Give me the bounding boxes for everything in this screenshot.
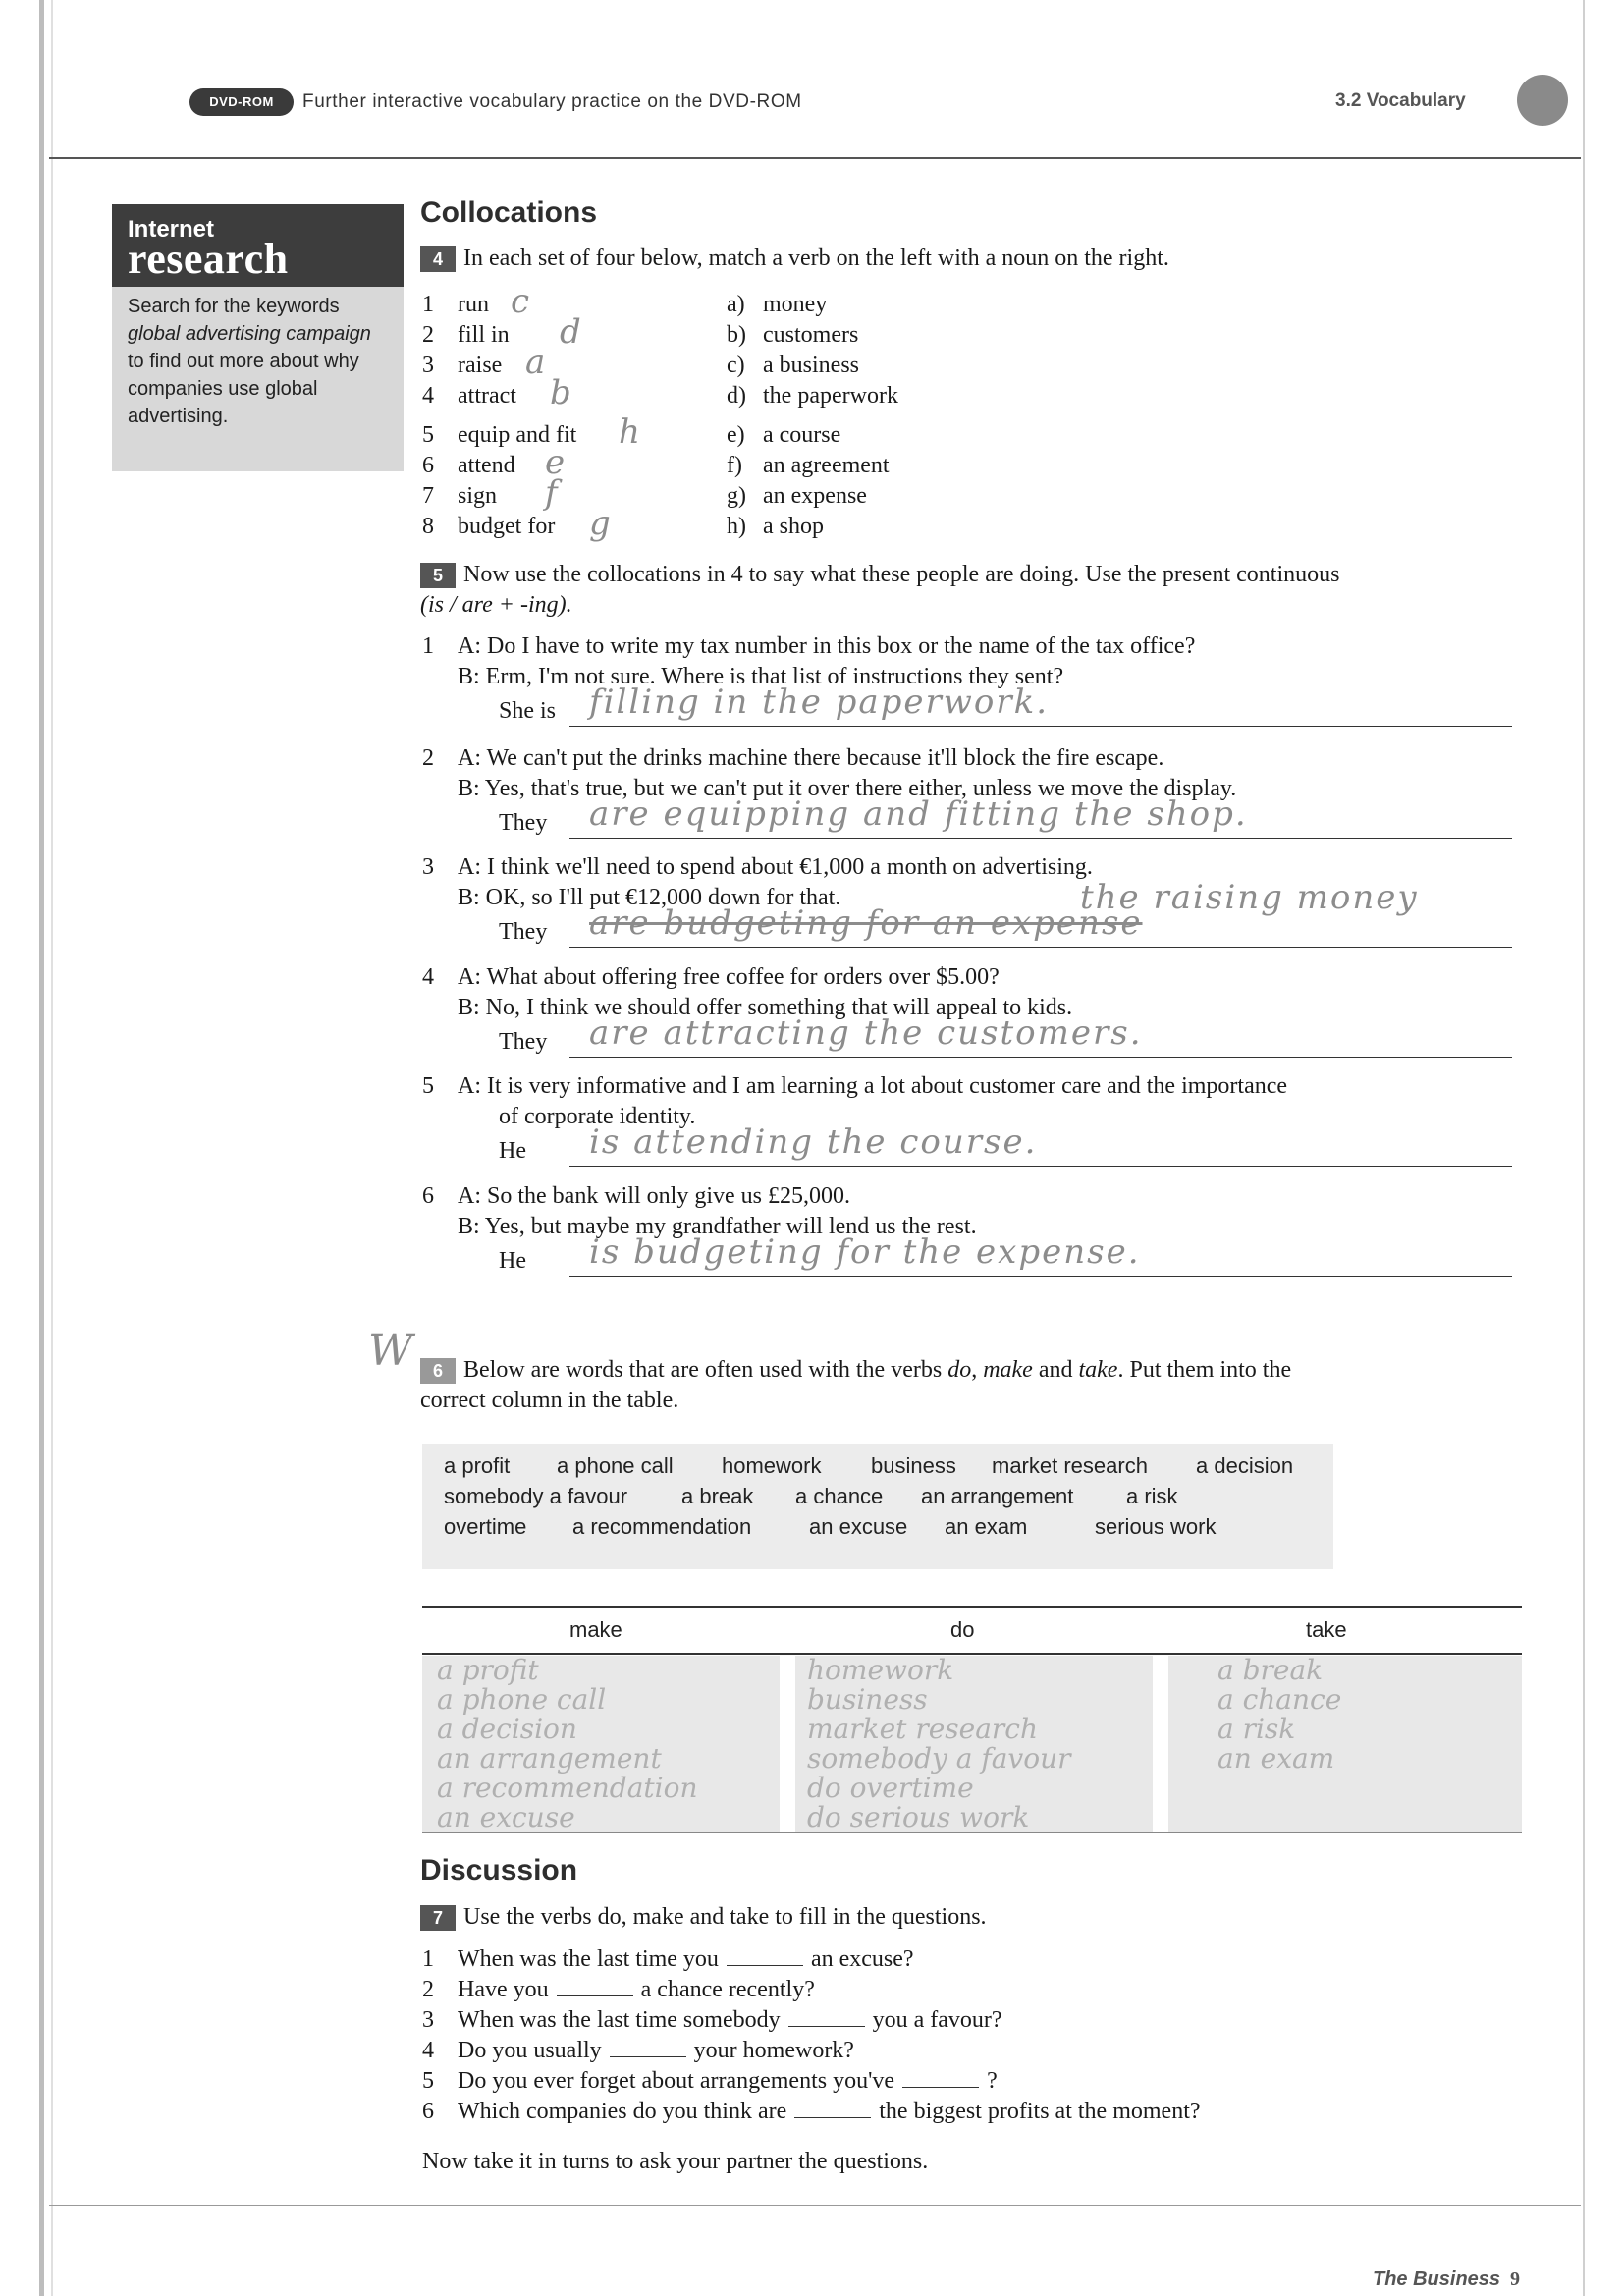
internet-research-title-1: Internet: [128, 216, 215, 243]
handwritten-table-entry: do serious work: [807, 1801, 1030, 1833]
verb-number: 1: [422, 292, 434, 317]
noun-item: an expense: [763, 483, 867, 509]
ex5-number: 5: [420, 563, 456, 588]
verb-item: fill in: [458, 322, 510, 348]
word-chip: a recommendation: [572, 1514, 752, 1539]
handwritten-match-answer: c: [511, 282, 530, 321]
ir-text-after: to find out more about why companies use global advertising.: [128, 351, 359, 427]
ir-text-before: Search for the keywords: [128, 296, 340, 317]
question-text: [458, 2036, 854, 2066]
verb-item: raise: [458, 353, 503, 378]
handwritten-table-entry: an arrangement: [437, 1742, 662, 1775]
word-chip: an excuse: [809, 1514, 908, 1539]
noun-item: the paperwork: [763, 383, 898, 409]
question-text: [458, 1975, 815, 2005]
handwritten-table-entry: a decision: [437, 1713, 577, 1745]
scan-edge-left-inner: [51, 0, 53, 2296]
ex6-sep1: ,: [971, 1357, 984, 1383]
answer-blank: [557, 1976, 633, 1996]
internet-research-title-2: research: [128, 235, 289, 283]
noun-letter: a): [727, 292, 745, 317]
verb-item: attend: [458, 453, 515, 478]
question-pre: When was the last time you: [458, 1946, 719, 1972]
question-pre: Do you ever forget about arrangements you've: [458, 2068, 895, 2094]
noun-item: a course: [763, 422, 841, 448]
noun-letter: c): [727, 353, 745, 378]
noun-item: customers: [763, 322, 859, 348]
handwritten-answer: are equipping and fitting the shop.: [589, 794, 1248, 834]
ex7-instruction-row: [420, 1902, 987, 1933]
verb-number: 4: [422, 383, 434, 409]
dialogue-line-a: A: It is very informative and I am learning a lot about customer care and the importance: [458, 1073, 1288, 1099]
answer-line: [569, 1057, 1512, 1058]
question-pre: When was the last time somebody: [458, 2007, 781, 2033]
handwritten-answer: is attending the course.: [589, 1122, 1038, 1162]
dialogue-number: 1: [422, 633, 434, 659]
dialogue-line-a: A: We can't put the drinks machine there because it'll block the fire escape.: [458, 745, 1164, 771]
scan-edge-left: [39, 0, 44, 2296]
dialogue-line-a: A: Do I have to write my tax number in this box or the name of the tax office?: [458, 633, 1196, 659]
handwritten-table-entry: a break: [1217, 1654, 1324, 1686]
handwritten-match-answer: h: [619, 412, 640, 452]
ex7-instruction: Use the verbs do, make and take to fill in the questions.: [463, 1904, 987, 1930]
verb-number: 3: [422, 353, 434, 378]
answer-subject: They: [499, 1029, 548, 1055]
word-chip: an exam: [945, 1514, 1028, 1539]
verb-item: sign: [458, 483, 498, 509]
handwritten-table-entry: a risk: [1217, 1713, 1296, 1745]
table-header-make: make: [569, 1617, 622, 1642]
answer-subject: He: [499, 1248, 526, 1274]
dialogue-line-a: A: What about offering free coffee for orders over $5.00?: [458, 964, 1000, 990]
ex6-instr-post: . Put them into the: [1117, 1357, 1292, 1383]
table-header-rule: [422, 1653, 1522, 1655]
handwritten-answer-extra: the raising money: [1080, 878, 1419, 917]
handwritten-answer: is budgeting for the expense.: [589, 1232, 1141, 1272]
word-chip: business: [871, 1453, 956, 1478]
handwritten-answer: are attracting the customers.: [589, 1013, 1143, 1053]
answer-subject: They: [499, 919, 548, 945]
question-post: ?: [987, 2068, 998, 2094]
ex4-instruction-row: [420, 244, 1169, 274]
dialogue-number: 4: [422, 964, 434, 990]
ex5-instruction: Now use the collocations in 4 to say what these people are doing. Use the present continuous: [463, 562, 1340, 587]
question-pre: Do you usually: [458, 2038, 602, 2063]
handwritten-answer: are budgeting for an expense: [589, 903, 1143, 943]
internet-research-text: [128, 293, 393, 430]
section-label: 3.2 Vocabulary: [1335, 90, 1466, 111]
ex6-instruction-line2: correct column in the table.: [420, 1388, 679, 1413]
question-post: the biggest profits at the moment?: [879, 2099, 1201, 2124]
handwritten-match-answer: f: [545, 473, 558, 513]
word-chip: homework: [722, 1453, 822, 1478]
noun-letter: e): [727, 422, 745, 448]
ir-keywords: global advertising campaign: [128, 323, 371, 345]
answer-line: [569, 947, 1512, 948]
word-chip: a break: [681, 1484, 754, 1508]
answer-blank: [794, 2098, 871, 2118]
answer-subject: They: [499, 810, 548, 836]
answer-blank: [788, 2006, 865, 2027]
ex6-instr-pre: Below are words that are often used with the verbs: [463, 1357, 948, 1383]
question-text: [458, 2066, 998, 2097]
question-text: [458, 2097, 1201, 2127]
handwritten-match-answer: d: [560, 312, 581, 352]
handwritten-table-entry: a recommendation: [437, 1772, 698, 1804]
word-chip: a risk: [1126, 1484, 1178, 1508]
answer-blank: [902, 2067, 979, 2088]
verb-item: run: [458, 292, 489, 317]
question-post: a chance recently?: [640, 1977, 815, 2002]
handwritten-w-mark: W: [368, 1326, 413, 1376]
word-chip: market research: [992, 1453, 1148, 1478]
ex6-verb-take: take: [1078, 1357, 1118, 1383]
collocations-heading: Collocations: [420, 196, 598, 229]
dialogue-line-a: A: I think we'll need to spend about €1,000 a month on advertising.: [458, 854, 1093, 880]
ex5-instruction-italic: [420, 590, 572, 621]
discussion-heading: Discussion: [420, 1854, 578, 1886]
answer-blank: [610, 2037, 686, 2057]
dvd-rom-note: Further interactive vocabulary practice on the DVD-ROM: [302, 91, 802, 112]
ex4-number: 4: [420, 246, 456, 272]
ex5-instruction-row: [420, 560, 1530, 590]
dialogue-line-b: B: Erm, I'm not sure. Where is that list of instructions they sent?: [458, 664, 1064, 689]
handwritten-table-entry: a chance: [1217, 1683, 1342, 1716]
footer: [1373, 2269, 1520, 2291]
handwritten-table-entry: a phone call: [437, 1683, 607, 1716]
handwritten-match-answer: a: [525, 343, 546, 382]
noun-item: money: [763, 292, 828, 317]
ex7-number: 7: [420, 1905, 456, 1931]
dialogue-number: 6: [422, 1183, 434, 1209]
answer-subject: She is: [499, 698, 557, 724]
question-number: 6: [422, 2099, 434, 2124]
question-number: 4: [422, 2038, 434, 2063]
table-top-rule: [422, 1606, 1522, 1608]
answer-line: [569, 726, 1512, 727]
noun-letter: d): [727, 383, 746, 409]
answer-line: [569, 1276, 1512, 1277]
verb-item: attract: [458, 383, 516, 409]
noun-item: a shop: [763, 514, 824, 539]
word-chip: a profit: [444, 1453, 511, 1478]
question-number: 5: [422, 2068, 434, 2094]
question-post: your homework?: [693, 2038, 854, 2063]
question-post: an excuse?: [810, 1946, 914, 1972]
handwritten-table-entry: somebody a favour: [807, 1742, 1071, 1775]
header-rule: [49, 157, 1581, 159]
word-chip: a phone call: [557, 1453, 674, 1478]
ex7-closing: Now take it in turns to ask your partner the questions.: [422, 2149, 929, 2174]
answer-line: [569, 838, 1512, 839]
verb-item: equip and fit: [458, 422, 577, 448]
footer-book: The Business: [1373, 2269, 1501, 2290]
table-header-take: take: [1306, 1617, 1347, 1642]
dialogue-line-a: A: So the bank will only give us £25,000.: [458, 1183, 850, 1209]
handwritten-table-entry: market research: [807, 1713, 1039, 1745]
word-chip: serious work: [1095, 1514, 1217, 1539]
answer-blank: [727, 1945, 803, 1966]
word-chip: overtime: [444, 1514, 527, 1539]
verb-number: 2: [422, 322, 434, 348]
handwritten-match-answer: b: [550, 373, 571, 412]
ex6-instruction-row: [420, 1355, 1530, 1386]
verb-number: 6: [422, 453, 434, 478]
question-text: [458, 1944, 914, 1975]
word-chip: an arrangement: [921, 1484, 1074, 1508]
section-dot-icon: [1517, 75, 1568, 126]
handwritten-table-entry: an exam: [1217, 1742, 1335, 1775]
question-post: you a favour?: [872, 2007, 1002, 2033]
footer-rule: [49, 2205, 1581, 2206]
dialogue-number: 3: [422, 854, 434, 880]
handwritten-table-entry: an excuse: [437, 1801, 575, 1833]
dialogue-line-b: B: Yes, that's true, but we can't put it over there either, unless we move the display.: [458, 776, 1237, 801]
dialogue-line-a-cont: of corporate identity.: [499, 1104, 696, 1129]
handwritten-table-entry: business: [807, 1683, 928, 1716]
noun-letter: h): [727, 514, 746, 539]
dialogue-line-b: B: OK, so I'll put €12,000 down for that.: [458, 885, 841, 910]
dialogue-number: 2: [422, 745, 434, 771]
ex6-verb-do: do: [947, 1357, 972, 1383]
question-pre: Which companies do you think are: [458, 2099, 787, 2124]
ex4-instruction: In each set of four below, match a verb on the left with a noun on the right.: [463, 246, 1169, 271]
noun-letter: g): [727, 483, 746, 509]
dvd-rom-badge: DVD-ROM: [189, 88, 294, 116]
noun-letter: b): [727, 322, 746, 348]
answer-line: [569, 1166, 1512, 1167]
handwritten-match-answer: e: [545, 443, 566, 482]
question-pre: Have you: [458, 1977, 549, 2002]
ex6-number: 6: [420, 1358, 456, 1384]
footer-page: 9: [1510, 2269, 1521, 2290]
dialogue-line-b: B: No, I think we should offer something that will appeal to kids.: [458, 995, 1073, 1020]
word-chip: a decision: [1196, 1453, 1294, 1478]
dialogue-number: 5: [422, 1073, 434, 1099]
noun-item: a business: [763, 353, 859, 378]
noun-letter: f): [727, 453, 742, 478]
verb-item: budget for: [458, 514, 556, 539]
word-chip: somebody a favour: [444, 1484, 628, 1508]
verb-number: 8: [422, 514, 434, 539]
verb-number: 5: [422, 422, 434, 448]
question-text: [458, 2005, 1002, 2036]
dialogue-line-b: B: Yes, but maybe my grandfather will lend us the rest.: [458, 1214, 977, 1239]
question-number: 1: [422, 1946, 434, 1972]
ex6-sep2: and: [1032, 1357, 1079, 1383]
question-number: 3: [422, 2007, 434, 2033]
table-header-do: do: [950, 1617, 975, 1642]
handwritten-table-entry: homework: [807, 1654, 954, 1686]
handwritten-answer: filling in the paperwork.: [589, 683, 1050, 722]
ex5-tense-hint: (is / are + -ing).: [420, 592, 572, 618]
handwritten-table-entry: do overtime: [807, 1772, 974, 1804]
handwritten-match-answer: g: [589, 504, 611, 543]
ex6-verb-make: make: [983, 1357, 1033, 1383]
noun-item: an agreement: [763, 453, 890, 478]
handwritten-table-entry: a profit: [437, 1654, 539, 1686]
question-number: 2: [422, 1977, 434, 2002]
scan-edge-right: [1583, 0, 1585, 2296]
verb-number: 7: [422, 483, 434, 509]
word-chip: a chance: [795, 1484, 884, 1508]
answer-subject: He: [499, 1138, 526, 1164]
